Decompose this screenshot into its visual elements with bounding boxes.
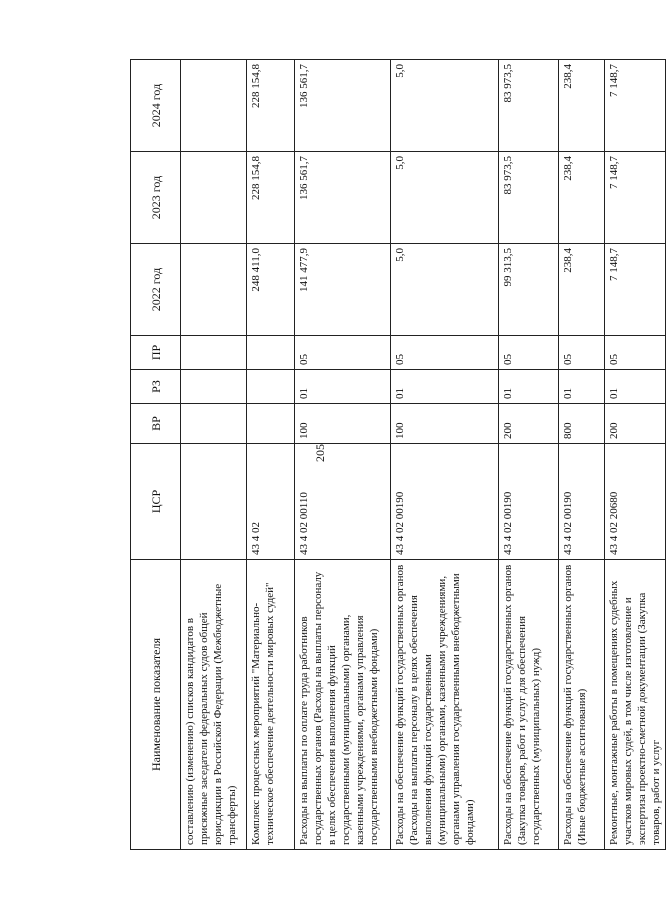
row-vr: 100	[295, 404, 391, 444]
row-2023: 83 973,5	[499, 152, 559, 244]
row-vr	[181, 404, 247, 444]
row-pr: 05	[499, 336, 559, 370]
row-rz	[181, 370, 247, 404]
row-name: составлению (изменению) списков кандидатов в присяжные заседатели федеральных судов общей юрисдикции в Российской Федерации (Межбюджетные трансферты)	[181, 560, 247, 850]
row-pr	[247, 336, 295, 370]
row-2022: 5,0	[391, 244, 499, 336]
row-name: Комплекс процессных мероприятий "Материально-техническое обеспечение деятельности мировых судей"	[247, 560, 295, 850]
row-rz: 01	[499, 370, 559, 404]
row-csr: 43 4 02 00110	[295, 444, 391, 560]
header-rz: РЗ	[131, 370, 181, 404]
header-2024: 2024 год	[131, 60, 181, 152]
row-rz: 01	[559, 370, 605, 404]
row-2024: 238,4	[559, 60, 605, 152]
row-pr: 05	[605, 336, 666, 370]
rotated-table-container	[130, 60, 662, 850]
row-2023: 5,0	[391, 152, 499, 244]
row-2022: 248 411,0	[247, 244, 295, 336]
row-2024: 7 148,7	[605, 60, 666, 152]
row-2023: 238,4	[559, 152, 605, 244]
table-row	[559, 60, 605, 850]
row-2024: 228 154,8	[247, 60, 295, 152]
row-2024	[181, 60, 247, 152]
row-vr: 200	[605, 404, 666, 444]
row-2024: 136 561,7	[295, 60, 391, 152]
row-rz: 01	[295, 370, 391, 404]
row-2023: 136 561,7	[295, 152, 391, 244]
row-pr: 05	[391, 336, 499, 370]
page-number: 205	[312, 444, 327, 462]
header-2023: 2023 год	[131, 152, 181, 244]
row-name: Расходы на обеспечение функций государственных органов (Расходы на выплаты персоналу в целях обеспечения выполнения функций государственными (муниципальными) органами, казенными учреждениями, органами управления государственными внебюджетными фондами)	[391, 560, 499, 850]
row-csr: 43 4 02 00190	[559, 444, 605, 560]
row-vr: 800	[559, 404, 605, 444]
row-name: Ремонтные, монтажные работы в помещениях судебных участков мировых судей, в том числе изготовление и экспертиза проектно-сметной документации (Закупка товаров, работ и услуг	[605, 560, 666, 850]
row-2022: 99 313,5	[499, 244, 559, 336]
row-rz: 01	[605, 370, 666, 404]
row-vr: 100	[391, 404, 499, 444]
row-csr: 43 4 02 00190	[391, 444, 499, 560]
row-name: Расходы на обеспечение функций государственных органов (Иные бюджетные ассигнования)	[559, 560, 605, 850]
row-rz: 01	[391, 370, 499, 404]
table-row	[391, 60, 499, 850]
row-csr: 43 4 02	[247, 444, 295, 560]
row-pr	[181, 336, 247, 370]
row-2023: 228 154,8	[247, 152, 295, 244]
table-row	[247, 60, 295, 850]
table-row	[605, 60, 666, 850]
table-row	[181, 60, 247, 850]
header-2022: 2022 год	[131, 244, 181, 336]
table-viewport	[130, 60, 662, 850]
row-2024: 83 973,5	[499, 60, 559, 152]
row-csr: 43 4 02 00190	[499, 444, 559, 560]
row-2023: 7 148,7	[605, 152, 666, 244]
table-row	[499, 60, 559, 850]
row-rz	[247, 370, 295, 404]
table-row	[295, 60, 391, 850]
budget-table	[130, 59, 666, 850]
header-csr: ЦСР	[131, 444, 181, 560]
row-vr	[247, 404, 295, 444]
row-2022	[181, 244, 247, 336]
row-2024: 5,0	[391, 60, 499, 152]
row-2023	[181, 152, 247, 244]
row-name: Расходы на выплаты по оплате труда работников государственных органов (Расходы на выплаты персоналу в целях обеспечения выполнения функций государственными (муниципальными) органами, казенными учреждениями, органами управления государственными внебюджетными фондами)	[295, 560, 391, 850]
row-csr	[181, 444, 247, 560]
row-2022: 7 148,7	[605, 244, 666, 336]
row-csr: 43 4 02 20680	[605, 444, 666, 560]
row-2022: 238,4	[559, 244, 605, 336]
row-pr: 05	[559, 336, 605, 370]
row-name: Расходы на обеспечение функций государственных органов (Закупка товаров, работ и услуг для обеспечения государственных (муниципальных) нужд)	[499, 560, 559, 850]
header-row	[131, 60, 181, 850]
row-pr: 05	[295, 336, 391, 370]
row-vr: 200	[499, 404, 559, 444]
header-vr: ВР	[131, 404, 181, 444]
header-pr: ПР	[131, 336, 181, 370]
header-name: Наименование показателя	[131, 560, 181, 850]
row-2022: 141 477,9	[295, 244, 391, 336]
